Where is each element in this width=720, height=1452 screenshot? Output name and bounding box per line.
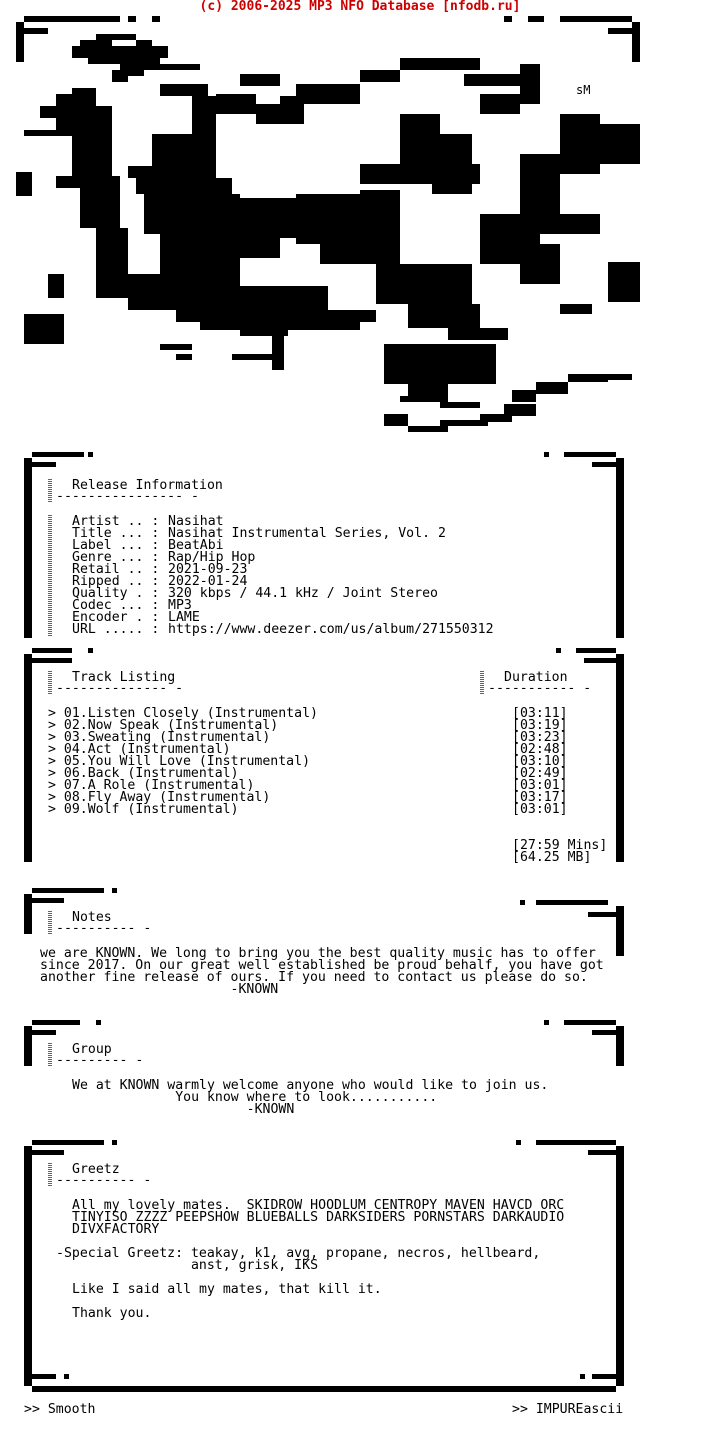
notes-line: we are KNOWN. We long to bring you the best quality music has to offer	[40, 946, 596, 961]
field-key: Ripped .. :	[72, 574, 160, 589]
track-title: > 09.Wolf (Instrumental)	[48, 802, 239, 817]
field-key: URL ..... :	[72, 622, 160, 637]
greetz-line: All my lovely mates. SKIDROW HOODLUM CENTROPY MAVEN HAVCD ORC	[72, 1198, 565, 1213]
track-title: > 08.Fly Away (Instrumental)	[48, 790, 271, 805]
track-duration: [03:01]	[512, 778, 568, 793]
notes-line: since 2017. On our great well established be proud behalf, you have got	[40, 958, 604, 973]
group-line: -KNOWN	[72, 1102, 295, 1117]
field-shade	[48, 514, 52, 636]
greetz-line: anst, grisk, IKS	[56, 1258, 319, 1273]
field-key: Label ... :	[72, 538, 160, 553]
field-key: Genre ... :	[72, 550, 160, 565]
heading-shade	[48, 478, 52, 502]
notes-heading: Notes	[72, 910, 112, 925]
duration-heading: Duration	[504, 670, 568, 685]
field-key: Codec ... :	[72, 598, 160, 613]
footer-credit-left: >> Smooth	[24, 1402, 96, 1417]
field-value: Nasihat Instrumental Series, Vol. 2	[168, 526, 446, 541]
greetz-line: TINYISO ZZZZ PEEPSHOW BLUEBALLS DARKSIDERS PORNSTARS DARKAUDIO	[72, 1210, 565, 1225]
copyright-header: (c) 2006-2025 MP3 NFO Database [nfodb.ru]	[199, 0, 521, 14]
release-underline: ---------------- -	[56, 489, 199, 504]
field-value: 320 kbps / 44.1 kHz / Joint Stereo	[168, 586, 438, 601]
track-title: > 06.Back (Instrumental)	[48, 766, 239, 781]
total-size: [64.25 MB]	[512, 850, 592, 865]
total-time: [27:59 Mins]	[512, 838, 608, 853]
greetz-line: -Special Greetz: teakay, k1, avg, propane, necros, hellbeard,	[56, 1246, 541, 1261]
track-duration: [02:49]	[512, 766, 568, 781]
field-key: Artist .. :	[72, 514, 160, 529]
track-title: > 03.Sweating (Instrumental)	[48, 730, 271, 745]
group-heading: Group	[72, 1042, 112, 1057]
field-key: Encoder . :	[72, 610, 160, 625]
field-value: 2021-09-23	[168, 562, 248, 577]
field-key: Retail .. :	[72, 562, 160, 577]
track-duration: [03:17]	[512, 790, 568, 805]
group-underline: --------- -	[56, 1053, 144, 1068]
footer-credit-right: >> IMPUREascii	[512, 1402, 624, 1417]
greetz-heading: Greetz	[72, 1162, 120, 1177]
track-duration: [03:01]	[512, 802, 568, 817]
field-key: Quality . :	[72, 586, 160, 601]
heading-shade	[480, 670, 484, 694]
field-value: BeatAbi	[168, 538, 224, 553]
release-heading: Release Information	[72, 478, 223, 493]
notes-line: -KNOWN	[40, 982, 279, 997]
artist-signature: sM	[576, 83, 591, 97]
heading-shade	[48, 1042, 52, 1066]
track-title: > 02.Now Speak (Instrumental)	[48, 718, 279, 733]
group-line: We at KNOWN warmly welcome anyone who would like to join us.	[72, 1078, 549, 1093]
track-duration: [02:48]	[512, 742, 568, 757]
greetz-line: DIVXFACTORY	[72, 1222, 160, 1237]
track-duration: [03:23]	[512, 730, 568, 745]
greetz-line: Like I said all my mates, that kill it.	[72, 1282, 382, 1297]
field-value: Rap/Hip Hop	[168, 550, 256, 565]
track-duration: [03:10]	[512, 754, 568, 769]
track-title: > 05.You Will Love (Instrumental)	[48, 754, 311, 769]
heading-shade	[48, 910, 52, 934]
field-value: MP3	[168, 598, 192, 613]
field-value: 2022-01-24	[168, 574, 248, 589]
track-duration: [03:19]	[512, 718, 568, 733]
field-value: Nasihat	[168, 514, 224, 529]
notes-line: another fine release of ours. If you need to contact us please do so.	[40, 970, 588, 985]
greetz-underline: ---------- -	[56, 1173, 152, 1188]
track-duration: [03:11]	[512, 706, 568, 721]
field-value: https://www.deezer.com/us/album/271550312	[168, 622, 494, 637]
field-key: Title ... :	[72, 526, 160, 541]
field-value: LAME	[168, 610, 200, 625]
track-title: > 07.A Role (Instrumental)	[48, 778, 255, 793]
notes-underline: ---------- -	[56, 921, 152, 936]
track-title: > 04.Act (Instrumental)	[48, 742, 231, 757]
group-line: You know where to look...........	[72, 1090, 438, 1105]
greetz-line: Thank you.	[72, 1306, 152, 1321]
track-listing-heading: Track Listing	[72, 670, 176, 685]
track-listing-underline: -------------- -	[56, 681, 184, 696]
track-title: > 01.Listen Closely (Instrumental)	[48, 706, 318, 721]
ascii-art-logo-icon	[0, 14, 720, 444]
heading-shade	[48, 670, 52, 694]
duration-underline: ----------- -	[488, 681, 592, 696]
heading-shade	[48, 1162, 52, 1186]
